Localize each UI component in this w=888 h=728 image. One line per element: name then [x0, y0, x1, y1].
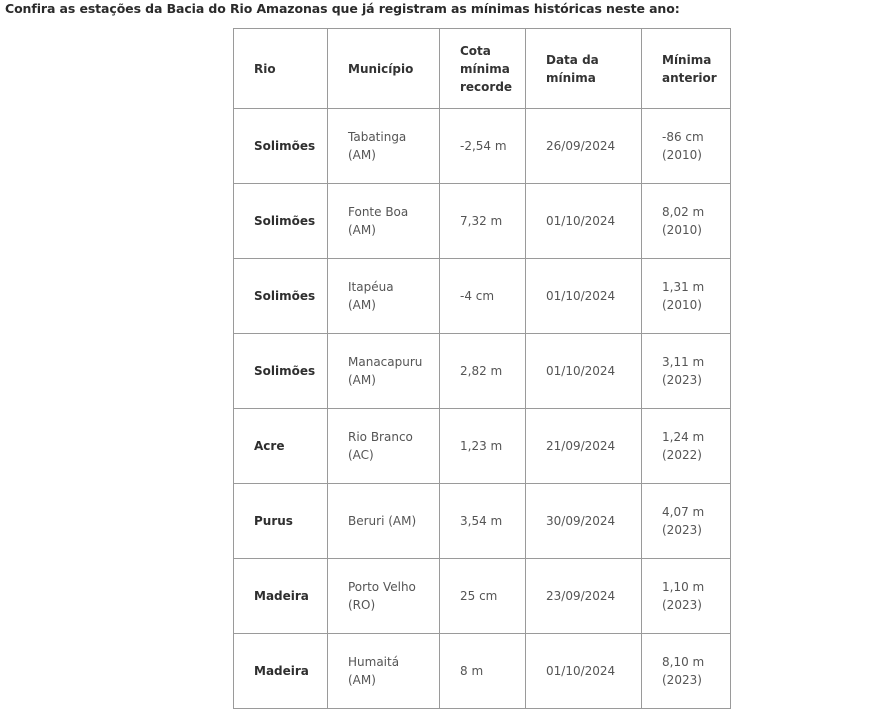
municipio-name: Porto Velho	[348, 580, 416, 594]
cell-minima-anterior	[642, 184, 731, 259]
header-line: recorde	[460, 79, 513, 94]
table-row	[234, 559, 731, 634]
table-body	[234, 109, 731, 709]
table-row	[234, 184, 731, 259]
cell-minima-anterior	[642, 109, 731, 184]
municipio-name: Fonte Boa	[348, 205, 409, 219]
municipio-name: Humaitá	[348, 655, 400, 669]
cell-municipio	[328, 409, 440, 484]
cell-cota: -2,54 m	[440, 109, 526, 184]
minima-value: 1,24 m	[662, 430, 705, 444]
minima-year: (2023)	[662, 523, 702, 537]
minima-value: 8,10 m	[662, 655, 705, 669]
minima-value: 4,07 m	[662, 505, 705, 519]
cell-municipio	[328, 559, 440, 634]
minima-year: (2010)	[662, 148, 702, 162]
cell-rio: Purus	[234, 484, 328, 559]
cell-rio: Solimões	[234, 259, 328, 334]
municipio-state: (AC)	[348, 448, 374, 462]
cell-minima-anterior	[642, 484, 731, 559]
header-line: Mínima	[662, 52, 712, 67]
cell-rio: Acre	[234, 409, 328, 484]
municipio-state: (AM)	[348, 223, 376, 237]
table-row	[234, 259, 731, 334]
stations-table	[233, 28, 731, 709]
municipio-name: Beruri (AM)	[348, 514, 417, 528]
cell-minima-anterior	[642, 559, 731, 634]
table-header	[234, 29, 731, 109]
header-line: mínima	[460, 61, 510, 76]
header-line: anterior	[662, 70, 717, 85]
cell-data: 01/10/2024	[526, 184, 642, 259]
cell-cota: 7,32 m	[440, 184, 526, 259]
minima-year: (2022)	[662, 448, 702, 462]
header-data-da-minima	[526, 29, 642, 109]
table-row	[234, 634, 731, 709]
header-rio: Rio	[234, 29, 328, 109]
cell-minima-anterior	[642, 634, 731, 709]
table-row	[234, 484, 731, 559]
cell-data: 01/10/2024	[526, 334, 642, 409]
table-row	[234, 409, 731, 484]
cell-municipio	[328, 109, 440, 184]
cell-cota: 2,82 m	[440, 334, 526, 409]
header-cota-minima-recorde	[440, 29, 526, 109]
cell-cota: -4 cm	[440, 259, 526, 334]
municipio-state: (RO)	[348, 598, 376, 612]
cell-rio: Solimões	[234, 184, 328, 259]
cell-data: 23/09/2024	[526, 559, 642, 634]
cell-data: 30/09/2024	[526, 484, 642, 559]
minima-year: (2010)	[662, 298, 702, 312]
municipio-state: (AM)	[348, 373, 376, 387]
header-line: mínima	[546, 70, 596, 85]
minima-value: 3,11 m	[662, 355, 705, 369]
minima-year: (2023)	[662, 598, 702, 612]
cell-municipio	[328, 184, 440, 259]
municipio-state: (AM)	[348, 148, 376, 162]
cell-data: 21/09/2024	[526, 409, 642, 484]
cell-rio: Madeira	[234, 634, 328, 709]
header-line: Cota	[460, 43, 491, 58]
table-row	[234, 109, 731, 184]
cell-rio: Madeira	[234, 559, 328, 634]
minima-year: (2023)	[662, 373, 702, 387]
minima-value: 1,10 m	[662, 580, 705, 594]
cell-minima-anterior	[642, 334, 731, 409]
municipio-name: Rio Branco	[348, 430, 413, 444]
municipio-state: (AM)	[348, 673, 376, 687]
cell-cota: 3,54 m	[440, 484, 526, 559]
minima-year: (2010)	[662, 223, 702, 237]
table-row	[234, 334, 731, 409]
municipio-name: Tabatinga	[348, 130, 407, 144]
cell-data: 01/10/2024	[526, 634, 642, 709]
header-line: Data da	[546, 52, 599, 67]
cell-rio: Solimões	[234, 109, 328, 184]
cell-data: 01/10/2024	[526, 259, 642, 334]
cell-cota: 8 m	[440, 634, 526, 709]
municipio-name: Itapéua	[348, 280, 394, 294]
cell-data: 26/09/2024	[526, 109, 642, 184]
cell-municipio	[328, 259, 440, 334]
minima-value: 1,31 m	[662, 280, 705, 294]
municipio-name: Manacapuru	[348, 355, 423, 369]
header-municipio: Município	[328, 29, 440, 109]
cell-rio: Solimões	[234, 334, 328, 409]
cell-minima-anterior	[642, 409, 731, 484]
municipio-state: (AM)	[348, 298, 376, 312]
cell-municipio	[328, 634, 440, 709]
header-row	[234, 29, 731, 109]
cell-cota: 1,23 m	[440, 409, 526, 484]
cell-municipio	[328, 484, 440, 559]
cell-municipio	[328, 334, 440, 409]
header-minima-anterior	[642, 29, 731, 109]
minima-value: 8,02 m	[662, 205, 705, 219]
page-heading: Confira as estações da Bacia do Rio Amazonas que já registram as mínimas históricas neste ano:	[5, 1, 680, 16]
cell-minima-anterior	[642, 259, 731, 334]
minima-value: -86 cm	[662, 130, 704, 144]
cell-cota: 25 cm	[440, 559, 526, 634]
minima-year: (2023)	[662, 673, 702, 687]
